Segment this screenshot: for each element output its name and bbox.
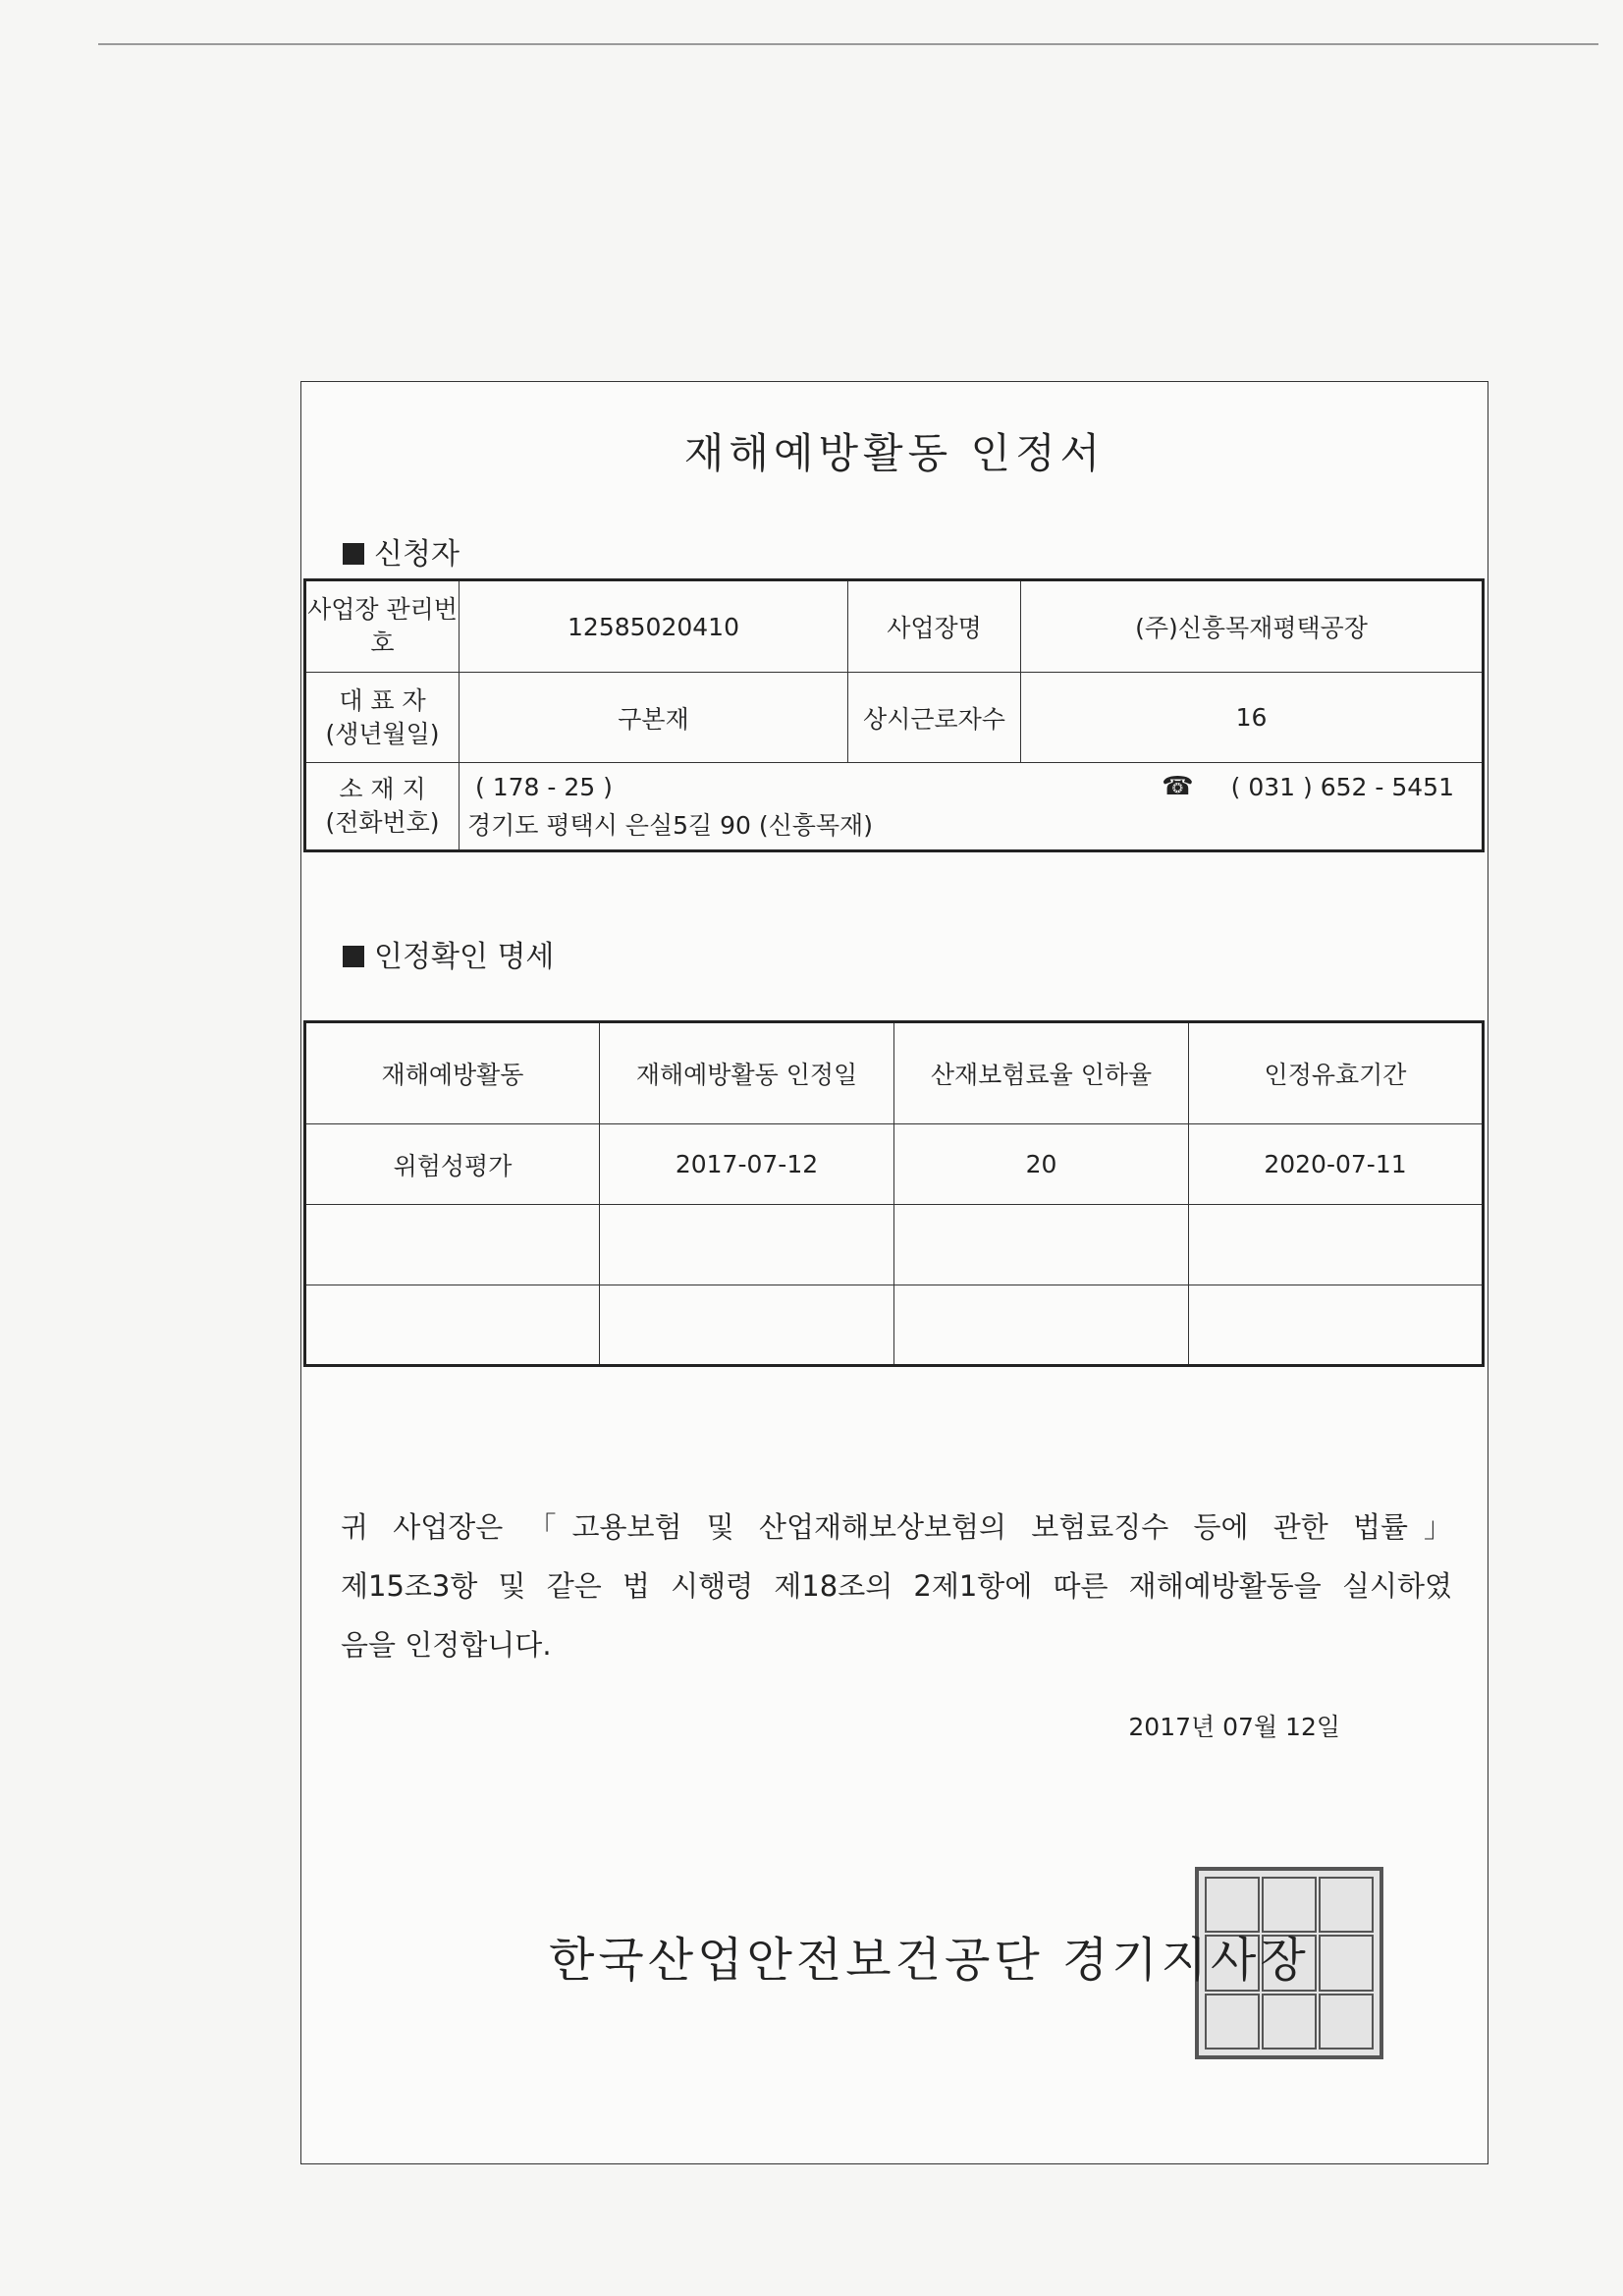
scan-edge-line bbox=[98, 43, 1598, 45]
applicant-heading: 신청자 bbox=[343, 529, 460, 573]
table-row bbox=[305, 763, 1484, 851]
cell-activity: 위험성평가 bbox=[305, 1124, 600, 1205]
square-bullet-icon bbox=[343, 946, 364, 967]
table-row bbox=[305, 1124, 1484, 1205]
cell-rate: 20 bbox=[894, 1124, 1189, 1205]
body-line-2: 제15조3항 및 같은 법 시행령 제18조의 2제1항에 따른 재해예방활동을 실시하였 bbox=[341, 1569, 1452, 1603]
table-header-row bbox=[305, 1022, 1484, 1124]
table-row bbox=[305, 1285, 1484, 1366]
location-value bbox=[460, 763, 1484, 851]
table-row bbox=[305, 1205, 1484, 1285]
col-header-validity: 인정유효기간 bbox=[1189, 1022, 1484, 1124]
site-mgmt-no-label: 사업장 관리번호 bbox=[305, 580, 460, 673]
col-header-date: 재해예방활동 인정일 bbox=[600, 1022, 894, 1124]
workers-value: 16 bbox=[1021, 673, 1484, 763]
cell-validity bbox=[1189, 1205, 1484, 1285]
issue-date: 2017년 07월 12일 bbox=[1128, 1713, 1340, 1741]
table-row bbox=[305, 580, 1484, 673]
certificate-frame bbox=[300, 381, 1488, 2164]
cell-rate bbox=[894, 1285, 1189, 1366]
cell-date bbox=[600, 1285, 894, 1366]
square-bullet-icon bbox=[343, 543, 364, 565]
workers-label: 상시근로자수 bbox=[848, 673, 1021, 763]
address: 경기도 평택시 은실5길 90 (신흥목재) bbox=[467, 811, 873, 840]
details-table bbox=[303, 1020, 1485, 1367]
col-header-activity: 재해예방활동 bbox=[305, 1022, 600, 1124]
rep-name-value: 구본재 bbox=[460, 673, 848, 763]
cell-validity: 2020-07-11 bbox=[1189, 1124, 1484, 1205]
phone-number: ( 031 ) 652 - 5451 bbox=[1230, 772, 1454, 801]
rep-label: 대 표 자 (생년월일) bbox=[305, 673, 460, 763]
site-name-value: (주)신흥목재평택공장 bbox=[1021, 580, 1484, 673]
issuer-name: 한국산업안전보건공단 경기지사장 bbox=[549, 1933, 1310, 1988]
details-heading: 인정확인 명세 bbox=[343, 932, 554, 975]
cell-validity bbox=[1189, 1285, 1484, 1366]
cell-date bbox=[600, 1205, 894, 1285]
site-mgmt-no-value: 12585020410 bbox=[460, 580, 848, 673]
site-name-label: 사업장명 bbox=[848, 580, 1021, 673]
body-line-3: 음을 인정합니다. bbox=[341, 1628, 552, 1662]
cell-rate bbox=[894, 1205, 1189, 1285]
page-title: 재해예방활동 인정서 bbox=[683, 429, 1106, 477]
cell-activity bbox=[305, 1285, 600, 1366]
col-header-rate: 산재보험료율 인하율 bbox=[894, 1022, 1189, 1124]
cell-activity bbox=[305, 1205, 600, 1285]
phone-icon: ☎ bbox=[1162, 772, 1194, 801]
body-line-1: 귀 사업장은 「고용보험 및 산업재해보상보험의 보험료징수 등에 관한 법률」 bbox=[341, 1510, 1452, 1544]
applicant-table bbox=[303, 578, 1485, 852]
table-row bbox=[305, 673, 1484, 763]
cell-date: 2017-07-12 bbox=[600, 1124, 894, 1205]
location-label: 소 재 지 (전화번호) bbox=[305, 763, 460, 851]
postal-code: ( 178 - 25 ) bbox=[475, 772, 613, 801]
